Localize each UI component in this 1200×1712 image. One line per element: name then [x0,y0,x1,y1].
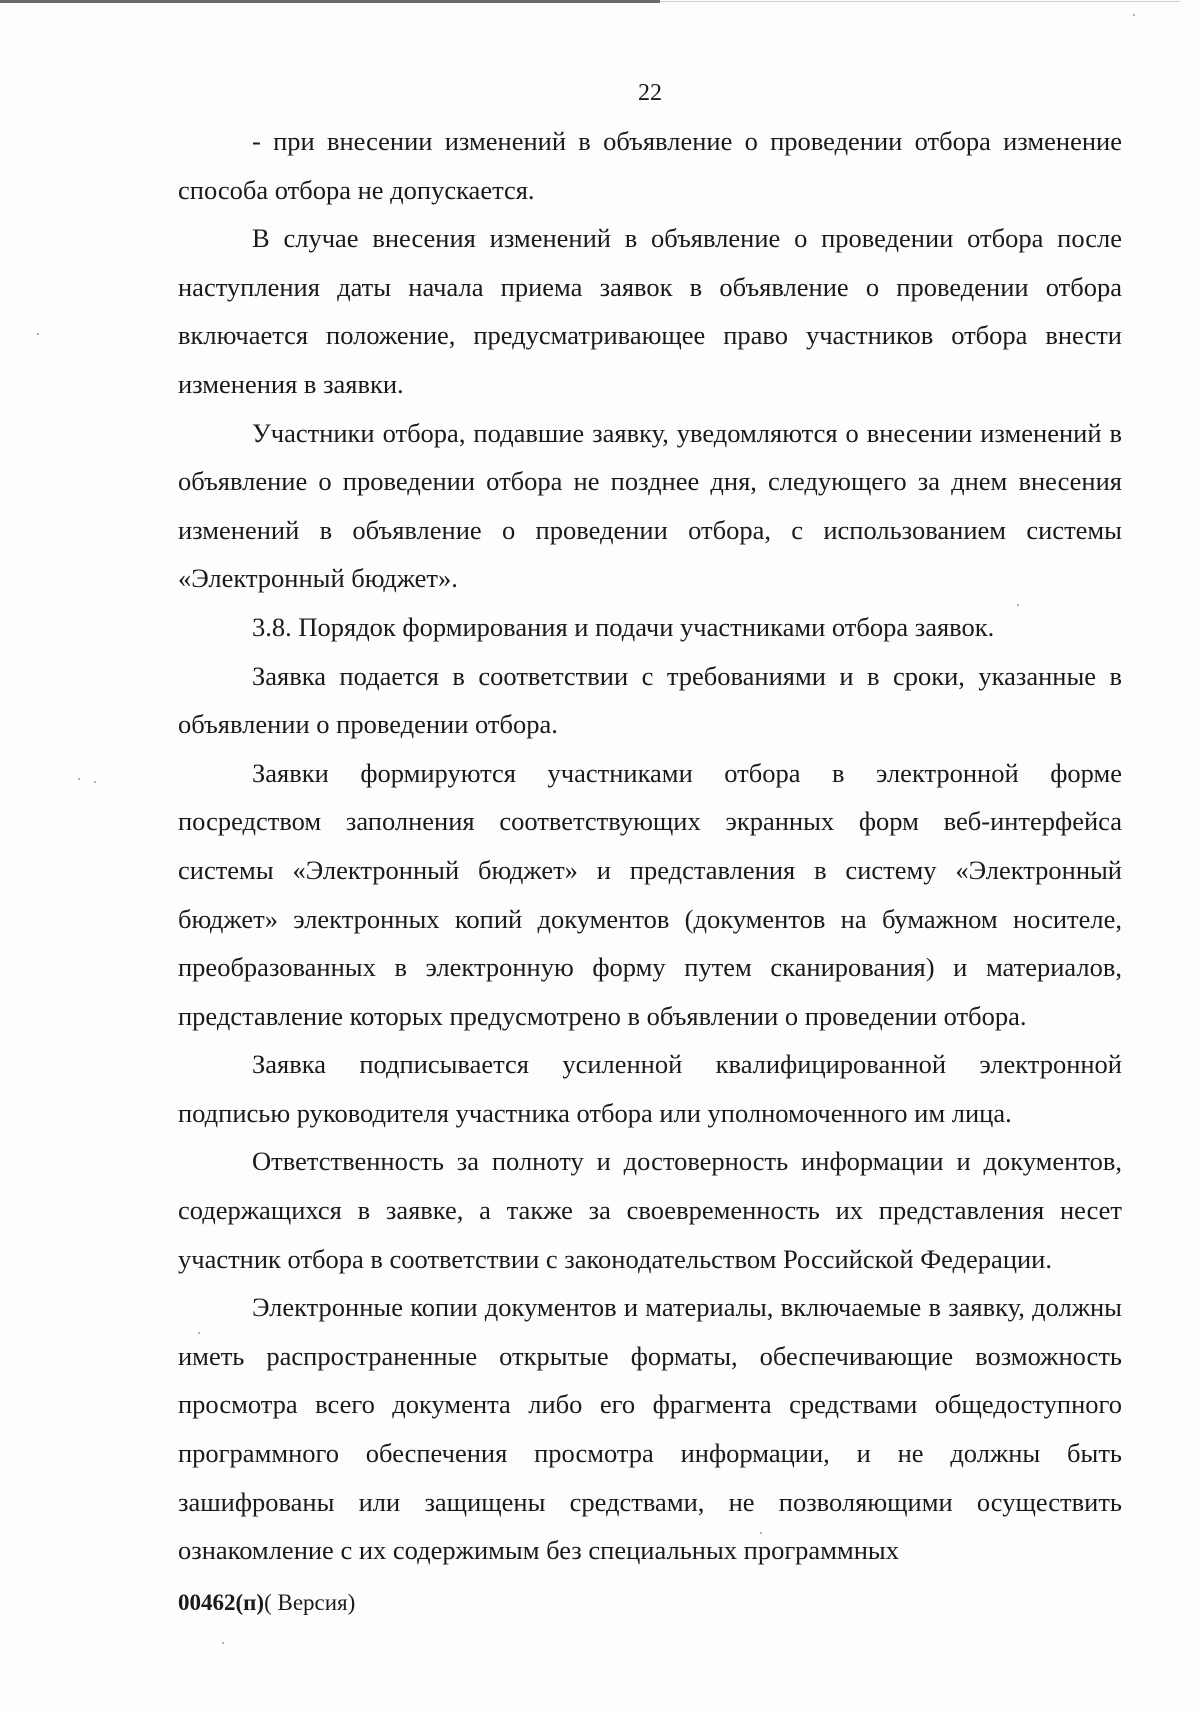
scan-speck [1133,14,1135,16]
scan-speck [94,781,96,783]
page-number: 22 [638,80,662,106]
scan-speck [78,778,80,780]
paragraph: Заявка подписывается усиленной квалифицированной электронной подписью руководителя участника отбора или уполномоченного им лица. [178,1049,1122,1128]
paragraph: Ответственность за полноту и достоверность информации и документов, содержащихся в заявке, а также за своевременность их представления несет участник отбора в соответствии с законодательством Российской Федерации. [178,1146,1122,1274]
document-footer [178,1590,355,1616]
scan-speck [37,333,39,335]
scan-speck [222,1642,224,1644]
paragraph: В случае внесения изменений в объявление о проведении отбора после наступления даты начала приема заявок в объявление о проведении отбора включается положение, предусматривающее право участников отбора внести изменения в заявки. [178,223,1122,399]
paragraph: Заявка подается в соответствии с требованиями и в сроки, указанные в объявлении о проведении отбора. [178,660,1122,740]
scan-speck [760,1532,762,1534]
paragraph: - при внесении изменений в объявление о проведении отбора изменение способа отбора не допускается. [178,126,1122,205]
document-version: ( Версия) [264,1590,356,1615]
paragraph: Электронные копии документов и материалы, включаемые в заявку, должны иметь распространенные открытые форматы, обеспечивающие возможность просмотра всего документа либо его фрагмента средствами общедоступного программного обеспечения просмотра информации, и не должны быть зашифрованы или защищены средствами, не позволяющими осуществить ознакомление с их содержимым без специальных программных [178,1292,1122,1566]
section-heading: 3.8. Порядок формирования и подачи участниками отбора заявок. [252,611,995,642]
top-edge-line-faint [660,1,1180,2]
paragraph: Участники отбора, подавшие заявку, уведомляются о внесении изменений в объявление о проведении отбора не позднее дня, следующего за днем внесения изменений в объявление о проведении отбора, с использованием системы «Электронный бюджет». [178,417,1122,594]
scan-speck [198,1332,200,1334]
document-code: 00462(п) [178,1590,265,1615]
top-edge-line [0,0,660,3]
paragraph: Заявки формируются участниками отбора в электронной форме посредством заполнения соответствующих экранных форм веб-интерфейса системы «Электронный бюджет» и представления в систему «Электронный бюджет» электронных копий документов (документов на бумажном носителе, преобразованных в электронную форму путем сканирования) и материалов, представление которых предусмотрено в объявлении о проведении отбора. [178,757,1122,1031]
scan-speck [1017,604,1019,606]
document-body [178,117,1122,1575]
